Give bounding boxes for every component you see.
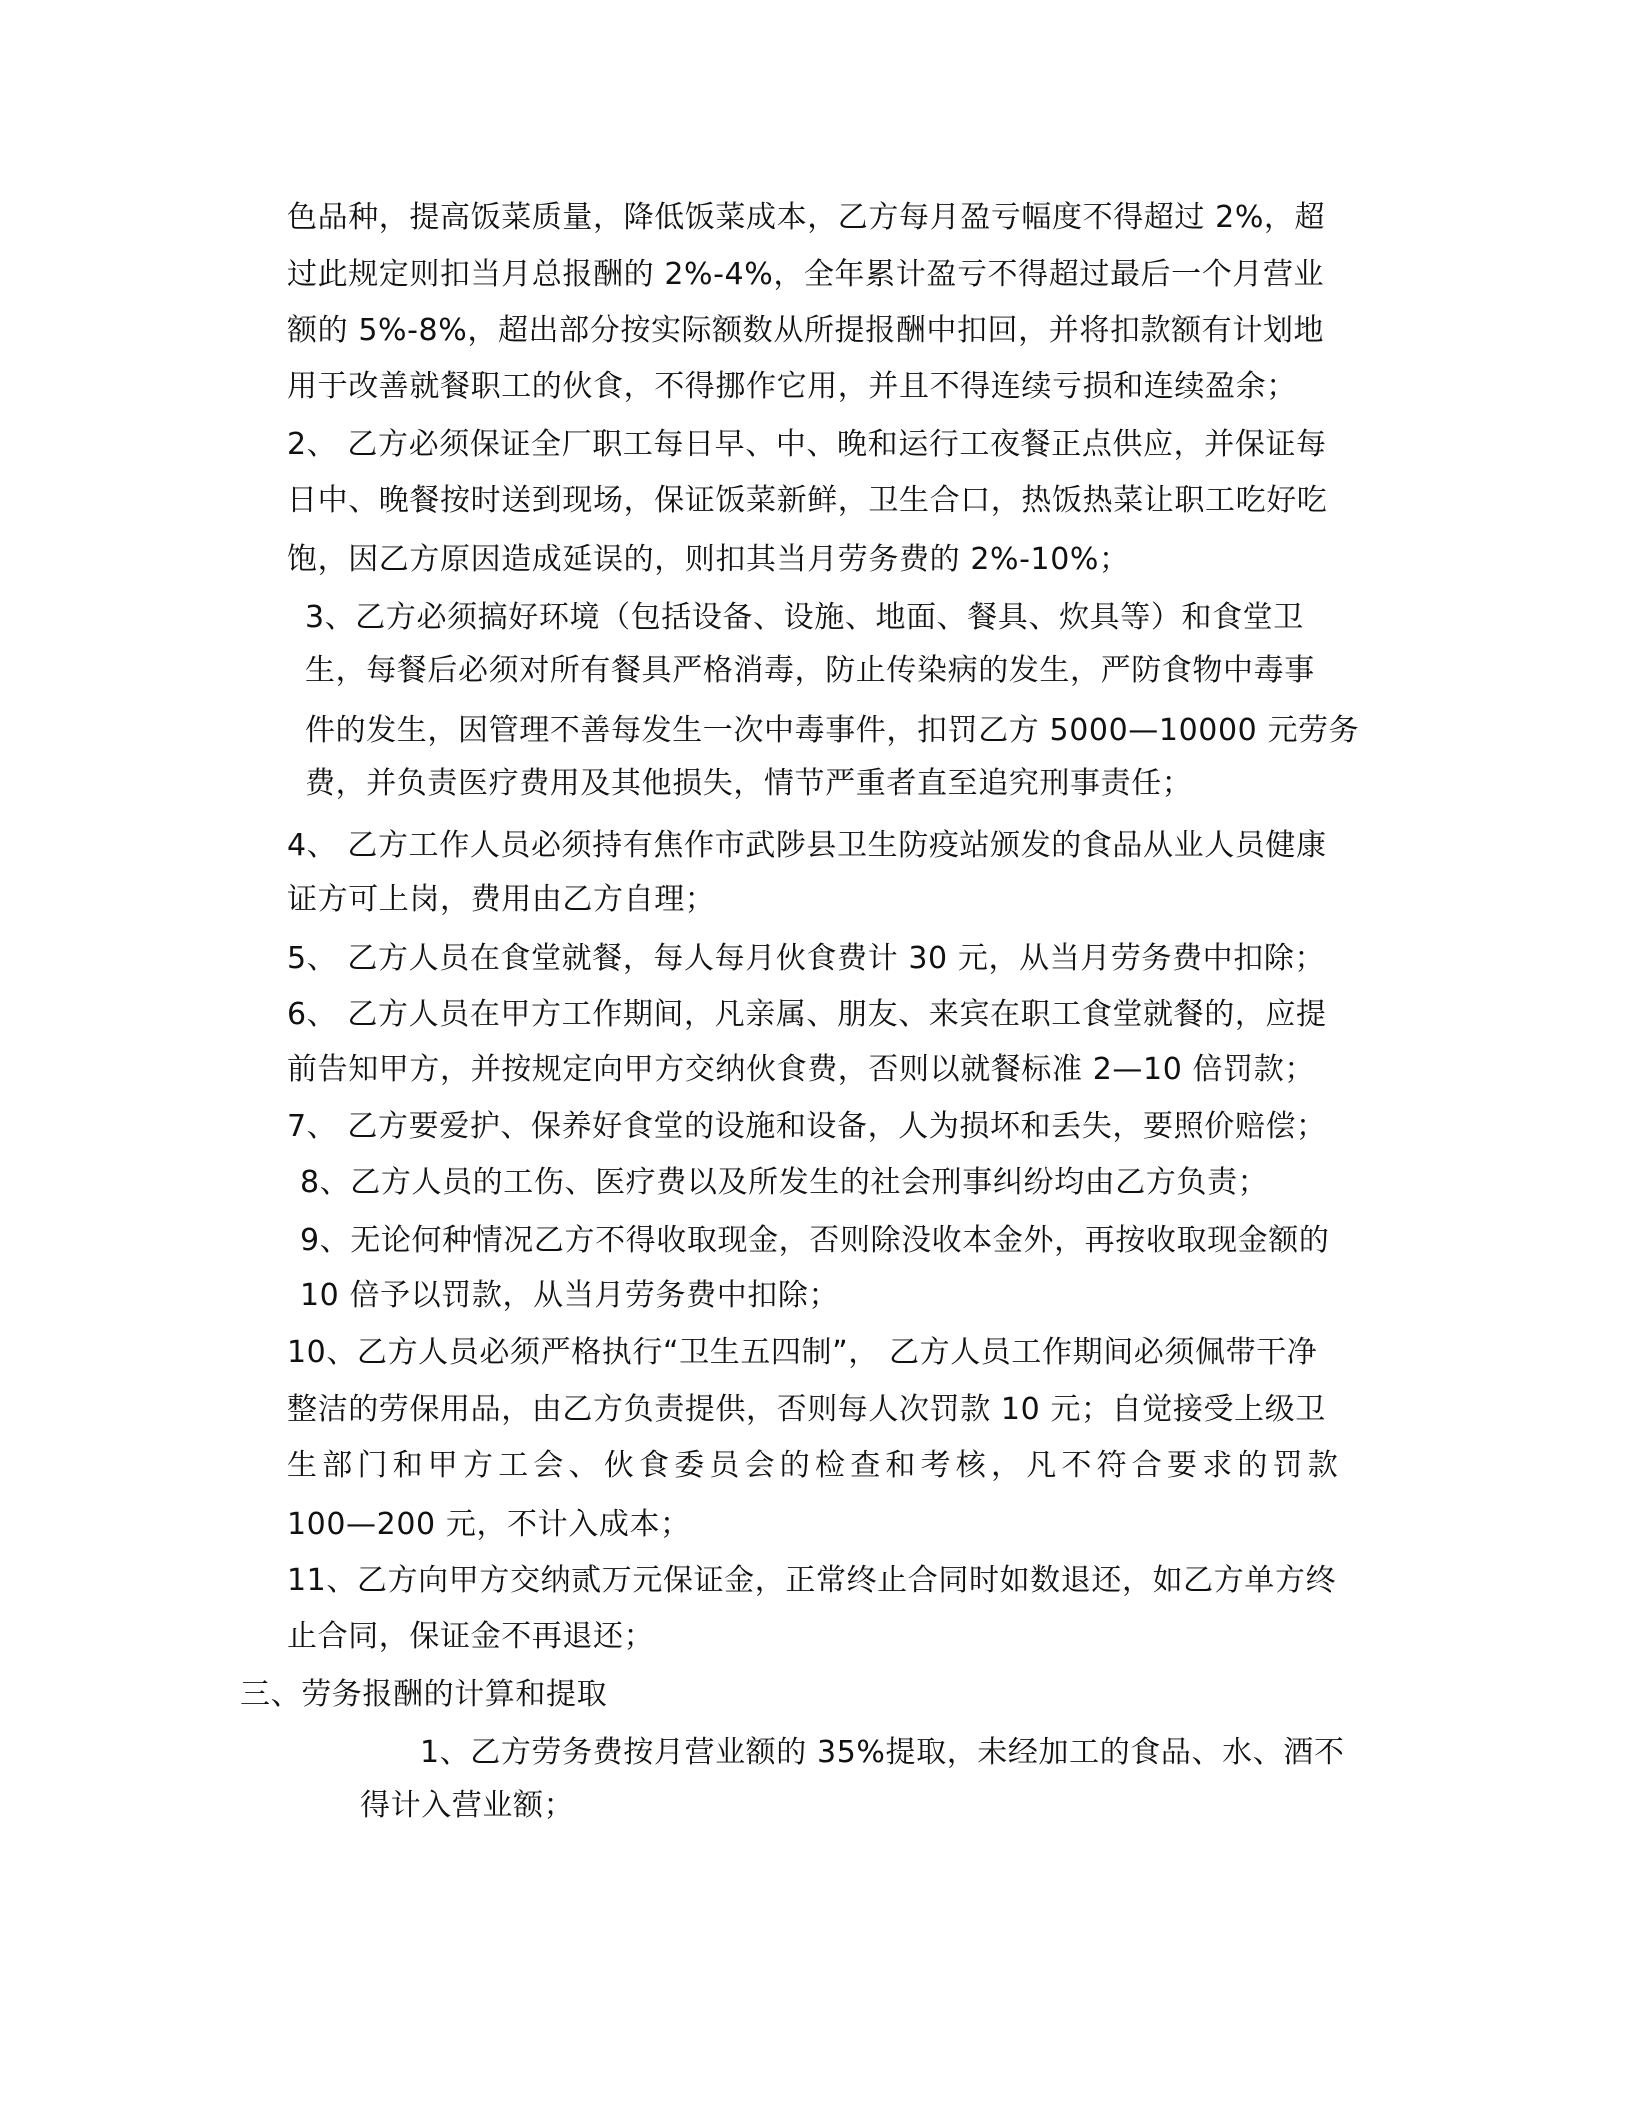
- text-line: 证方可上岗，费用由乙方自理；: [287, 882, 716, 917]
- text-line: 5、 乙方人员在食堂就餐，每人每月伙食费计 30 元，从当月劳务费中扣除；: [287, 941, 1326, 976]
- text-line: 额的 5%-8%，超出部分按实际额数从所提报酬中扣回，并将扣款额有计划地: [287, 313, 1325, 348]
- text-line: 7、 乙方要爱护、保养好食堂的设施和设备，人为损坏和丢失，要照价赔偿；: [287, 1109, 1327, 1144]
- text-line: 费，并负责医疗费用及其他损失，情节严重者直至追究刑事责任；: [305, 766, 1193, 801]
- text-line: 色品种，提高饭菜质量，降低饭菜成本，乙方每月盈亏幅度不得超过 2%，超: [287, 200, 1326, 235]
- text-line: 100—200 元，不计入成本；: [287, 1507, 691, 1542]
- text-line: 前告知甲方，并按规定向甲方交纳伙食费，否则以就餐标准 2—10 倍罚款；: [287, 1052, 1315, 1087]
- text-line: 9、无论何种情况乙方不得收取现金，否则除没收本金外，再按收取现金额的: [300, 1223, 1330, 1258]
- section-heading: 三、劳务报酬的计算和提取: [240, 1677, 608, 1712]
- text-line: 6、 乙方人员在甲方工作期间，凡亲属、朋友、来宾在职工食堂就餐的，应提: [287, 997, 1327, 1032]
- text-line: 10、乙方人员必须严格执行“卫生五四制”， 乙方人员工作期间必须佩带干净: [287, 1335, 1318, 1370]
- text-line: 过此规定则扣当月总报酬的 2%-4%，全年累计盈亏不得超过最后一个月营业: [287, 257, 1325, 292]
- text-line: 饱，因乙方原因造成延误的，则扣其当月劳务费的 2%-10%；: [287, 542, 1130, 577]
- text-line: 3、乙方必须搞好环境（包括设备、设施、地面、餐具、炊具等）和食堂卫: [305, 600, 1304, 635]
- text-line: 1、乙方劳务费按月营业额的 35%提取，未经加工的食品、水、酒不: [420, 1735, 1345, 1770]
- text-line: 11、乙方向甲方交纳贰万元保证金，正常终止合同时如数退还，如乙方单方终: [287, 1563, 1337, 1598]
- text-line: 得计入营业额；: [360, 1788, 575, 1823]
- text-line: 件的发生，因管理不善每发生一次中毒事件，扣罚乙方 5000—10000 元劳务: [305, 713, 1360, 748]
- text-line: 用于改善就餐职工的伙食，不得挪作它用，并且不得连续亏损和连续盈余；: [287, 369, 1297, 404]
- text-line: 8、乙方人员的工伤、医疗费以及所发生的社会刑事纠纷均由乙方负责；: [300, 1165, 1269, 1200]
- text-line: 生部门和甲方工会、伙食委员会的检查和考核，凡不符合要求的罚款: [287, 1448, 1343, 1483]
- text-line: 整洁的劳保用品，由乙方负责提供，否则每人次罚款 10 元；自觉接受上级卫: [287, 1392, 1326, 1427]
- text-line: 日中、晚餐按时送到现场，保证饭菜新鲜，卫生合口，热饭热菜让职工吃好吃: [287, 483, 1328, 518]
- text-line: 生，每餐后必须对所有餐具严格消毒，防止传染病的发生，严防食物中毒事: [305, 653, 1315, 688]
- text-line: 10 倍予以罚款，从当月劳务费中扣除；: [300, 1278, 840, 1313]
- text-line: 4、 乙方工作人员必须持有焦作市武陟县卫生防疫站颁发的食品从业人员健康: [287, 828, 1327, 863]
- text-line: 2、 乙方必须保证全厂职工每日早、中、晚和运行工夜餐正点供应，并保证每: [287, 427, 1327, 462]
- text-line: 止合同，保证金不再退还；: [287, 1619, 655, 1654]
